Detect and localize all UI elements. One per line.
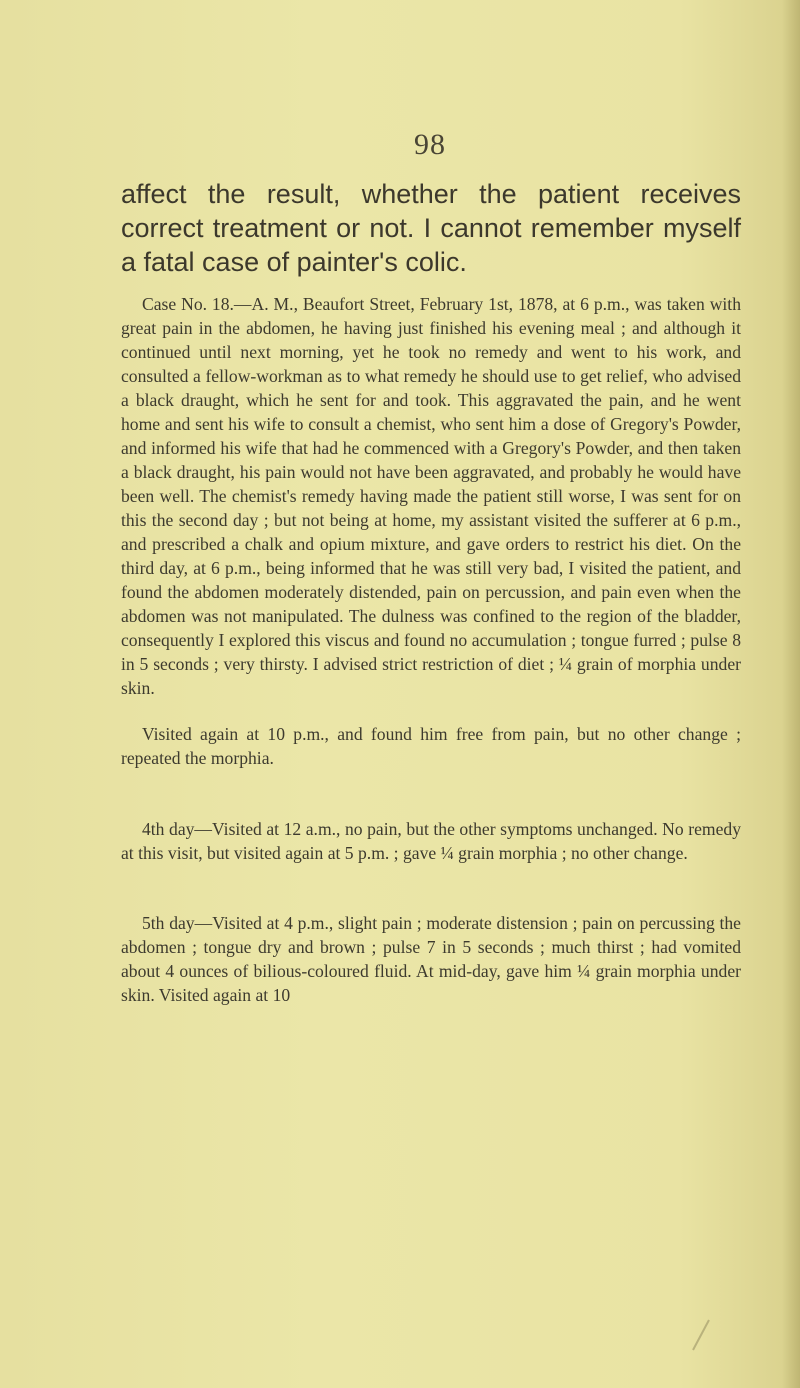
visit-paragraph [121, 722, 741, 770]
paragraph-fifth-day: 5th day—Visited at 4 p.m., slight pain ; moderate distension ; pain on percussing the abdomen ; tongue dry and brown ; pulse 7 in 5 seconds ; much thirst ; had vomited about 4 ounces of bilious-coloured fluid. At mid-day, gave him ¼ grain morphia under skin. Visited again at 10 [121, 913, 741, 1005]
paragraph-evening-visit: Visited again at 10 p.m., and found him free from pain, but no other change ; repeated the morphia. [121, 724, 741, 768]
page-number: 98 [414, 128, 446, 161]
paragraph-case-18: Case No. 18.—A. M., Beaufort Street, February 1st, 1878, at 6 p.m., was taken with great pain in the abdomen, he having just finished his evening meal ; and although it continued until next morning, yet he took no remedy and went to his work, and consulted a fellow-workman as to what remedy he should use to get relief, who advised a black draught, which he sent for and took. This aggravated the pain, and he went home and sent his wife to consult a chemist, who sent him a dose of Gregory's Powder, and informed his wife that had he commenced with a Gregory's Powder, and then taken a black draught, his pain would not have been aggravated, and probably he would have been well. The chemist's remedy having made the patient still worse, I was sent for on this the second day ; but not being at home, my assistant visited the sufferer at 6 p.m., and prescribed a chalk and opium mixture, and gave orders to restrict his diet. On the third day, at 6 p.m., being informed that he was still very bad, I visited the patient, and found the abdomen moderately distended, pain on percussion, and pain even when the abdomen was not manipulated. The dulness was confined to the region of the bladder, consequently I explored this viscus and found no accumulation ; tongue furred ; pulse 8 in 5 seconds ; very thirsty. I advised strict restriction of diet ; ¼ grain of morphia under skin. [121, 294, 741, 698]
case-paragraph [121, 292, 741, 700]
fourth-day-paragraph [121, 817, 741, 865]
fifth-day-paragraph [121, 911, 741, 1007]
pencil-mark [692, 1320, 710, 1351]
paragraph-fourth-day: 4th day—Visited at 12 a.m., no pain, but the other symptoms unchanged. No remedy at this visit, but visited again at 5 p.m. ; gave ¼ grain morphia ; no other change. [121, 819, 741, 863]
lead-paragraph: affect the result, whether the patient receives correct treatment or not. I cannot remember myself a fatal case of painter's colic. [121, 179, 741, 277]
page-edge-shadow [782, 0, 800, 1388]
